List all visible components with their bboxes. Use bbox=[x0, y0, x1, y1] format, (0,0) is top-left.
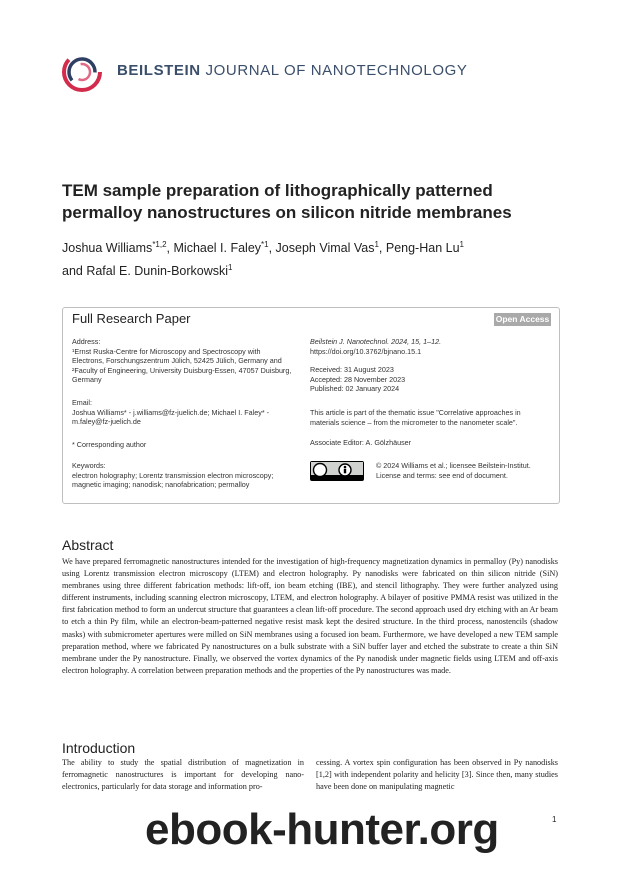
watermark: ebook-hunter.org bbox=[145, 805, 499, 854]
doi-link[interactable]: https://doi.org/10.3762/bjnano.15.1 bbox=[310, 346, 422, 356]
dates-block: Received: 31 August 2023 Accepted: 28 November 2023 Published: 02 January 2024 bbox=[310, 365, 406, 394]
license-block: © 2024 Williams et al.; licensee Beilstein-Institut. License and terms: see end of document. bbox=[376, 461, 556, 480]
paper-title: TEM sample preparation of lithographically patterned permalloy nanostructures on silicon nitride membranes bbox=[62, 181, 512, 222]
license-link[interactable]: License and terms: see end of document. bbox=[376, 470, 508, 480]
keywords-block: Keywords: electron holography; Lorentz transmission electron microscopy; magnetic imaging; nanodisk; nanofabrication; permalloy bbox=[72, 461, 274, 490]
author: Michael I. Faley bbox=[173, 241, 262, 256]
author: Peng-Han Lu bbox=[385, 241, 460, 256]
thematic-issue: This article is part of the thematic issue "Correlative approaches in materials science – from the micrometer to the nanometer scale". bbox=[310, 408, 521, 427]
page-number: 1 bbox=[552, 815, 557, 824]
introduction-column-1: The ability to study the spatial distribution of magnetization in ferromagnetic nanostructures is important for developing nano-electronics, particularly for data storage and information pro- bbox=[62, 758, 304, 792]
abstract-heading: Abstract bbox=[62, 537, 114, 553]
citation-block: Beilstein J. Nanotechnol. 2024, 15, 1–12. https://doi.org/10.3762/bjnano.15.1 bbox=[310, 337, 555, 356]
author: and Rafal E. Dunin-Borkowski bbox=[62, 264, 229, 279]
corresponding-note: * Corresponding author bbox=[72, 440, 147, 449]
author: Joshua Williams bbox=[62, 241, 153, 256]
address-block: Address: ¹Ernst Ruska-Centre for Microscopy and Spectroscopy with Electrons, Forschungszentrum Jülich, 52425 Jülich, Germany and ²Faculty of Engineering, University Duisburg-Essen, 47057 Duisburg, Germany bbox=[72, 337, 292, 385]
author: Joseph Vimal Vas bbox=[275, 241, 375, 256]
email-link[interactable]: m.faley@fz-juelich.de bbox=[72, 417, 141, 427]
article-type: Full Research Paper bbox=[72, 311, 191, 326]
introduction-heading: Introduction bbox=[62, 740, 136, 756]
open-access-badge: Open Access bbox=[495, 314, 550, 324]
author-list: Joshua Williams$^{*1,2}$, Michael I. Faley$^{*1}$, Joseph Vimal Vas$^1$, Peng-Han Lu$^1$ and Rafal E. Dunin-Borkowski$^1$ bbox=[62, 240, 464, 279]
journal-name: BEILSTEIN JOURNAL OF NANOTECHNOLOGY bbox=[117, 62, 468, 79]
associate-editor: Associate Editor: A. Gölzhäuser bbox=[310, 438, 412, 447]
beilstein-logo-icon bbox=[60, 50, 104, 94]
introduction-column-2: cessing. A vortex spin configuration has been observed in Py nanodisks [1,2] with independent polarity and helicity [3]. Since then, many studies have been done on manipulating magnetic bbox=[316, 758, 558, 792]
abstract-text: We have prepared ferromagnetic nanostructures intended for the investigation of high-frequency magnetization dynamics in permalloy (Py) nanodisks using Lorentz transmission electron microscopy (LTEM) and electron holography. Py nanodisks were fabricated on thin silicon nitride (SiN) membranes using three different fabrication methods: lift-off, ion beam etching (IBE), and stencil lithography. They were further analyzed using different instruments, including scanning electron microscopy, LTEM, and electron holography. A bilayer of positive PMMA resist was utilized in the first fabrication method to form an undercut structure that guarantees a clean lift-off procedure. The second approach used dry etching with an Ar beam to etch a thin Py film, while an electron-beam-patterned negative resist mask kept the desired structure. In the third process, nanostencils (shadow masks) with submicrometer apertures were milled on SiN membranes using a focused ion beam. Furthermore, we have developed a new TEM sample preparation method, where we fabricated Py nanostructures on a bulk substrate with a SiN buffer layer and etched the substrate to create a thin SiN membrane under the Py nanostructure. Finally, we observed the vortex dynamics of the Py nanodisk under magnetic fields using LTEM and off-axis electron holography. A correlation between preparation methods and the properties of the Py nanostructures was made. bbox=[62, 557, 558, 675]
email-block: Email: Joshua Williams* - j.williams@fz-juelich.de; Michael I. Faley* - m.faley@fz-juelich.de bbox=[72, 398, 300, 427]
creative-commons-by-icon bbox=[310, 461, 364, 481]
email-link[interactable]: Joshua Williams* - j.williams@fz-juelich.de; Michael I. Faley* - bbox=[72, 407, 270, 417]
